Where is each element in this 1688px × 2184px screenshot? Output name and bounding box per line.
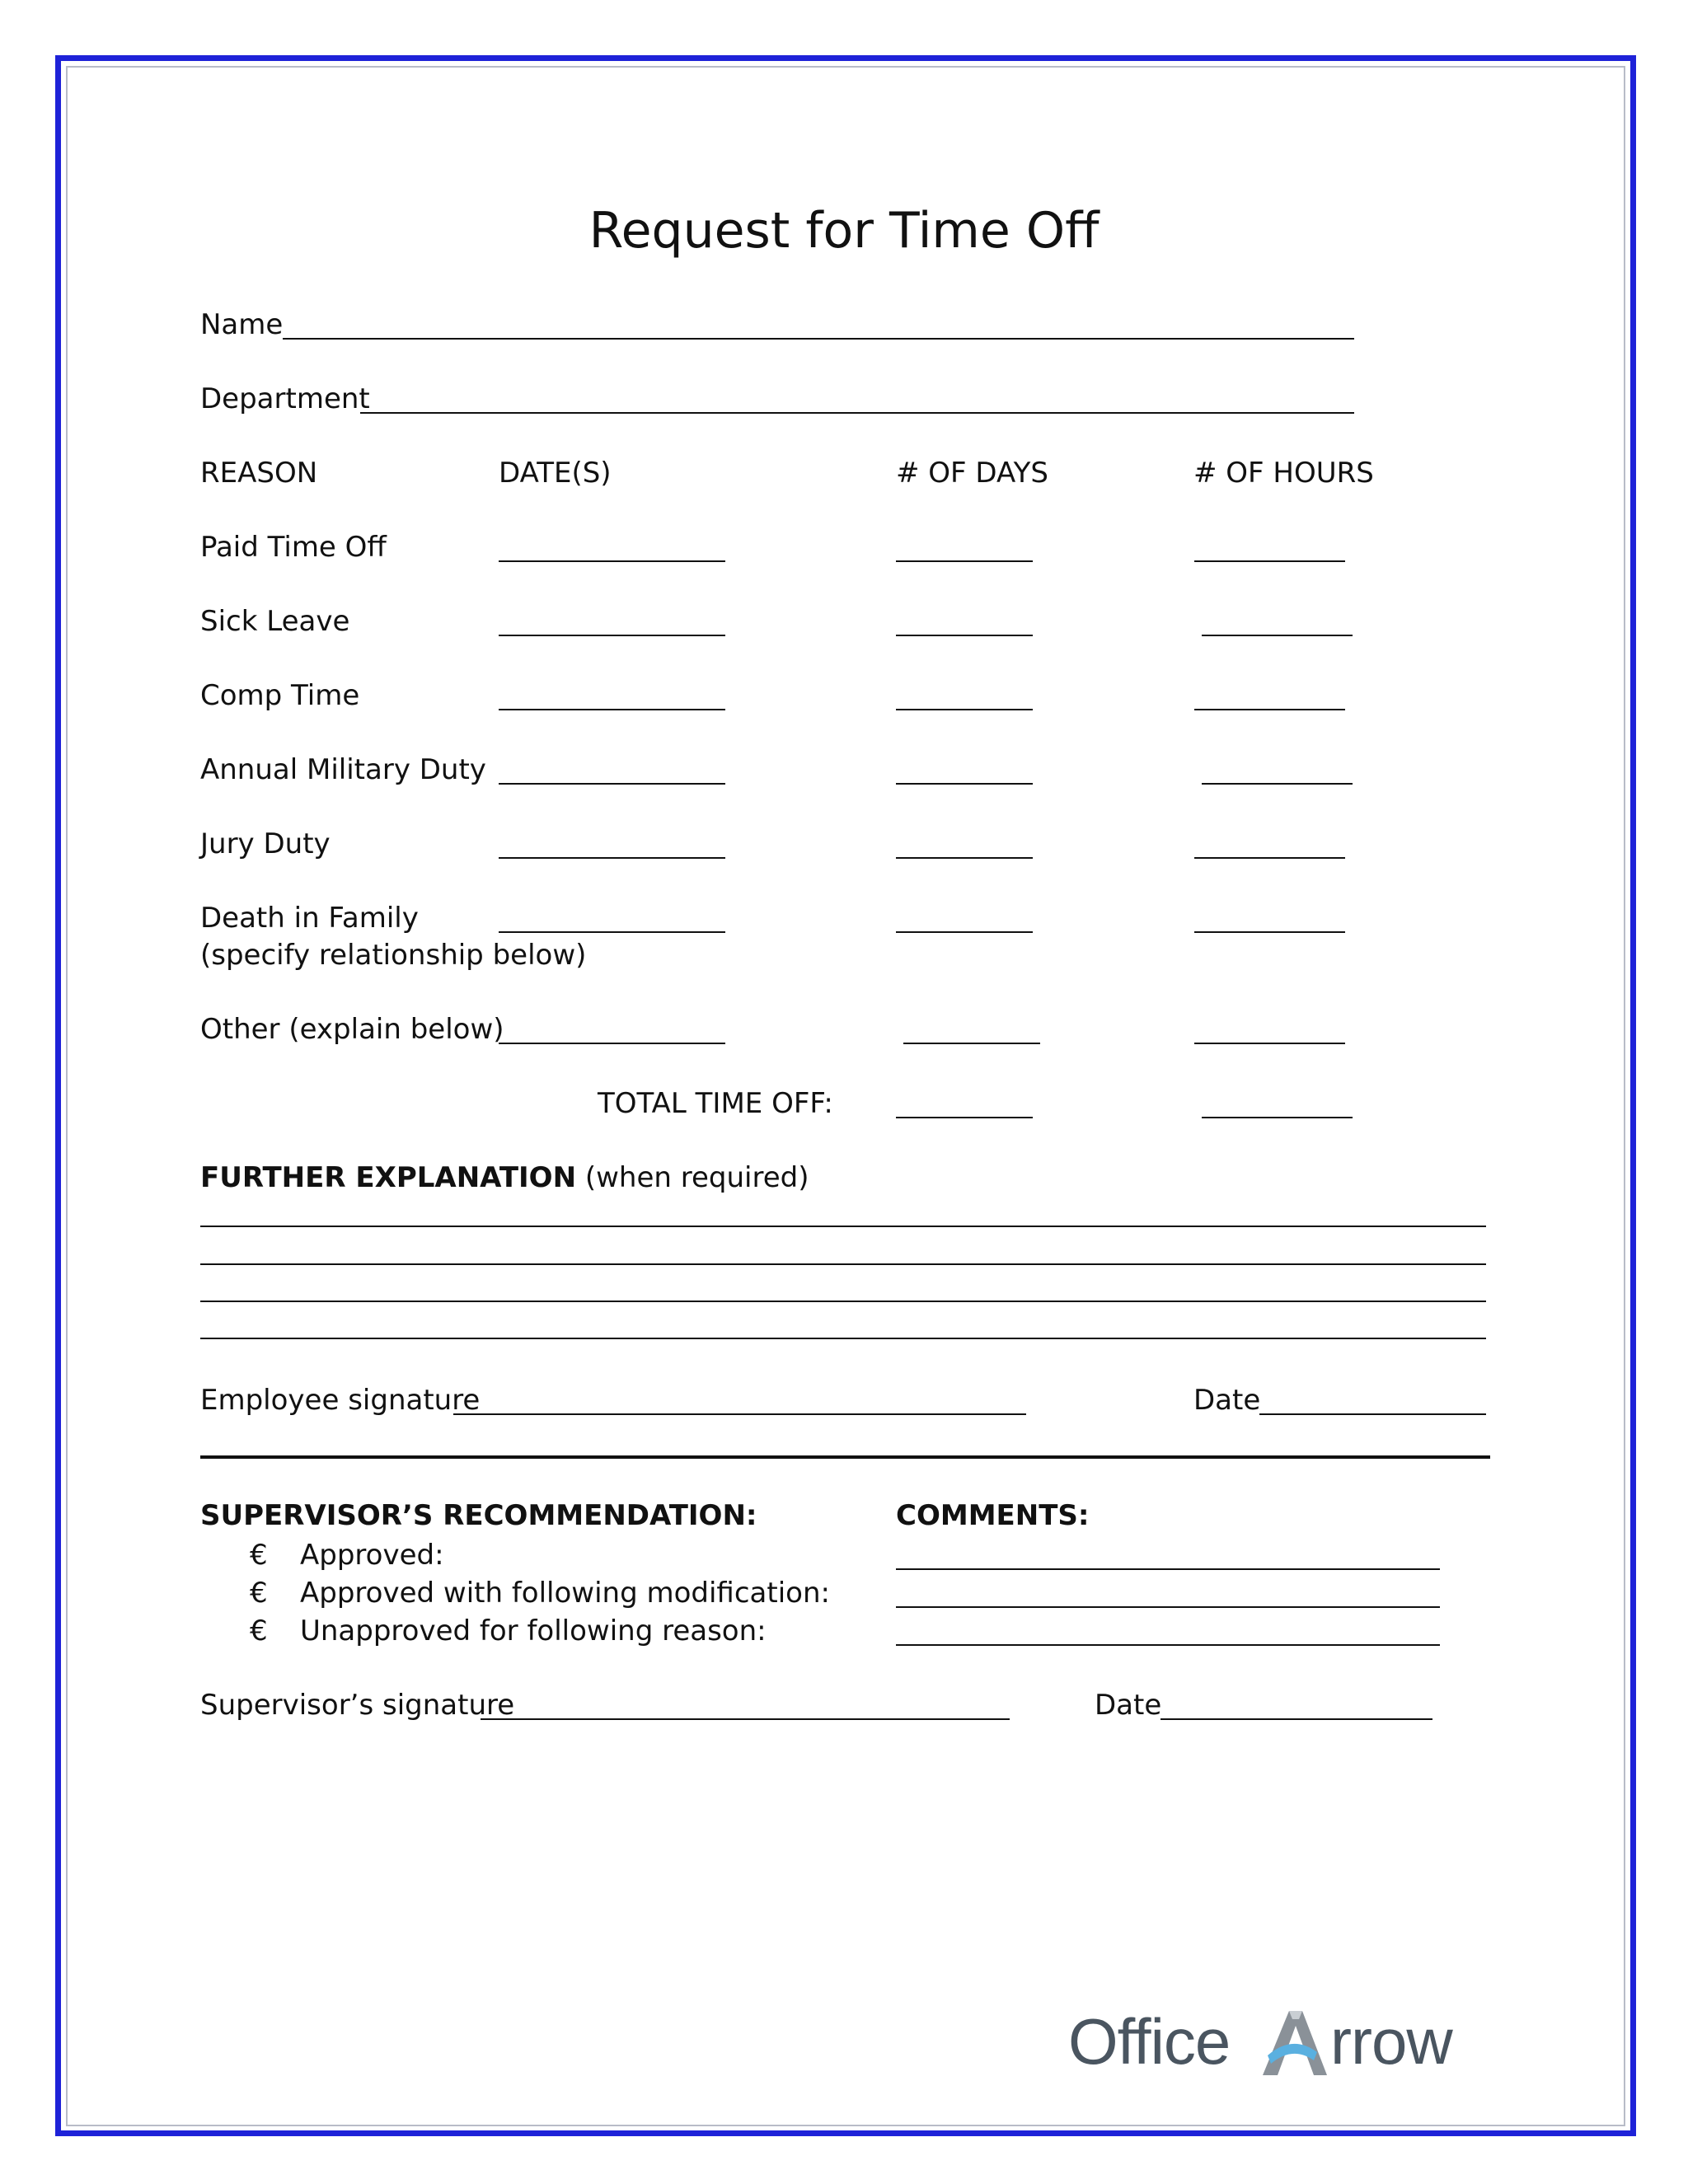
- supervisor-date-label: Date: [1095, 1689, 1162, 1722]
- comments-line[interactable]: [896, 1568, 1440, 1570]
- hours-field-other[interactable]: [1194, 1043, 1345, 1044]
- form-title: Request for Time Off: [588, 202, 1100, 260]
- hours-field-jury-duty[interactable]: [1194, 857, 1345, 859]
- name-label: Name: [200, 308, 284, 341]
- hours-field-death-in-family[interactable]: [1194, 931, 1345, 933]
- further-explanation-note: (when required): [584, 1161, 809, 1194]
- days-field-other[interactable]: [903, 1043, 1040, 1044]
- column-header-days: # OF DAYS: [896, 457, 1048, 490]
- logo-text-rrow: rrow: [1330, 2005, 1452, 2078]
- reason-death-in-family: Death in Family: [200, 902, 419, 935]
- reason-annual-military-duty: Annual Military Duty: [200, 753, 486, 786]
- section-divider: [200, 1455, 1490, 1459]
- hours-field-paid-time-off[interactable]: [1194, 560, 1345, 562]
- officearrow-logo: [1068, 2006, 1497, 2080]
- explanation-line[interactable]: [200, 1226, 1486, 1227]
- dates-field-paid-time-off[interactable]: [499, 560, 725, 562]
- dates-field-sick-leave[interactable]: [499, 635, 725, 636]
- explanation-line[interactable]: [200, 1301, 1486, 1302]
- arrow-logo-icon: [1256, 2006, 1330, 2080]
- approved-with-modification-label: Approved with following modification:: [300, 1577, 830, 1610]
- reason-jury-duty: Jury Duty: [200, 827, 331, 860]
- further-explanation-heading: [200, 1161, 809, 1194]
- supervisor-signature-label: Supervisor’s signature: [200, 1689, 515, 1722]
- employee-signature-label: Employee signature: [200, 1384, 481, 1417]
- explanation-line[interactable]: [200, 1263, 1486, 1265]
- reason-sick-leave: Sick Leave: [200, 605, 350, 638]
- supervisor-recommendation-heading: SUPERVISOR’S RECOMMENDATION:: [200, 1499, 757, 1532]
- dates-field-jury-duty[interactable]: [499, 857, 725, 859]
- dates-field-death-in-family[interactable]: [499, 931, 725, 933]
- comments-line[interactable]: [896, 1644, 1440, 1646]
- logo-text-office: Office: [1068, 2005, 1231, 2078]
- employee-date-field[interactable]: [1259, 1413, 1486, 1415]
- days-field-death-in-family[interactable]: [896, 931, 1033, 933]
- unapproved-label: Unapproved for following reason:: [300, 1615, 767, 1647]
- column-header-reason: REASON: [200, 457, 318, 490]
- hours-field-annual-military-duty[interactable]: [1202, 783, 1353, 785]
- column-header-hours: # OF HOURS: [1193, 457, 1374, 490]
- hours-field-sick-leave[interactable]: [1202, 635, 1353, 636]
- column-header-dates: DATE(S): [499, 457, 612, 490]
- supervisor-signature-field[interactable]: [481, 1718, 1010, 1720]
- reason-death-in-family-note: (specify relationship below): [200, 939, 587, 972]
- approved-with-modification-checkbox[interactable]: €: [250, 1577, 268, 1610]
- employee-signature-field[interactable]: [453, 1413, 1026, 1415]
- unapproved-checkbox[interactable]: €: [250, 1615, 268, 1647]
- reason-comp-time: Comp Time: [200, 679, 360, 712]
- supervisor-date-field[interactable]: [1160, 1718, 1432, 1720]
- approved-checkbox[interactable]: €: [250, 1539, 268, 1572]
- days-field-comp-time[interactable]: [896, 709, 1033, 710]
- department-label: Department: [200, 382, 370, 415]
- department-field[interactable]: [360, 412, 1354, 414]
- dates-field-other[interactable]: [499, 1043, 725, 1044]
- days-field-jury-duty[interactable]: [896, 857, 1033, 859]
- total-hours-field[interactable]: [1202, 1117, 1353, 1118]
- explanation-line[interactable]: [200, 1338, 1486, 1339]
- comments-line[interactable]: [896, 1606, 1440, 1608]
- further-explanation-label: FURTHER EXPLANATION: [200, 1161, 577, 1194]
- name-field[interactable]: [283, 338, 1354, 340]
- reason-other: Other (explain below): [200, 1013, 504, 1046]
- days-field-paid-time-off[interactable]: [896, 560, 1033, 562]
- comments-heading: COMMENTS:: [896, 1499, 1090, 1532]
- total-time-off-label: TOTAL TIME OFF:: [598, 1087, 833, 1120]
- hours-field-comp-time[interactable]: [1194, 709, 1345, 710]
- approved-label: Approved:: [300, 1539, 444, 1572]
- total-days-field[interactable]: [896, 1117, 1033, 1118]
- page-border-inner: [66, 66, 1625, 2126]
- dates-field-comp-time[interactable]: [499, 709, 725, 710]
- days-field-sick-leave[interactable]: [896, 635, 1033, 636]
- dates-field-annual-military-duty[interactable]: [499, 783, 725, 785]
- employee-date-label: Date: [1193, 1384, 1261, 1417]
- days-field-annual-military-duty[interactable]: [896, 783, 1033, 785]
- reason-paid-time-off: Paid Time Off: [200, 531, 387, 564]
